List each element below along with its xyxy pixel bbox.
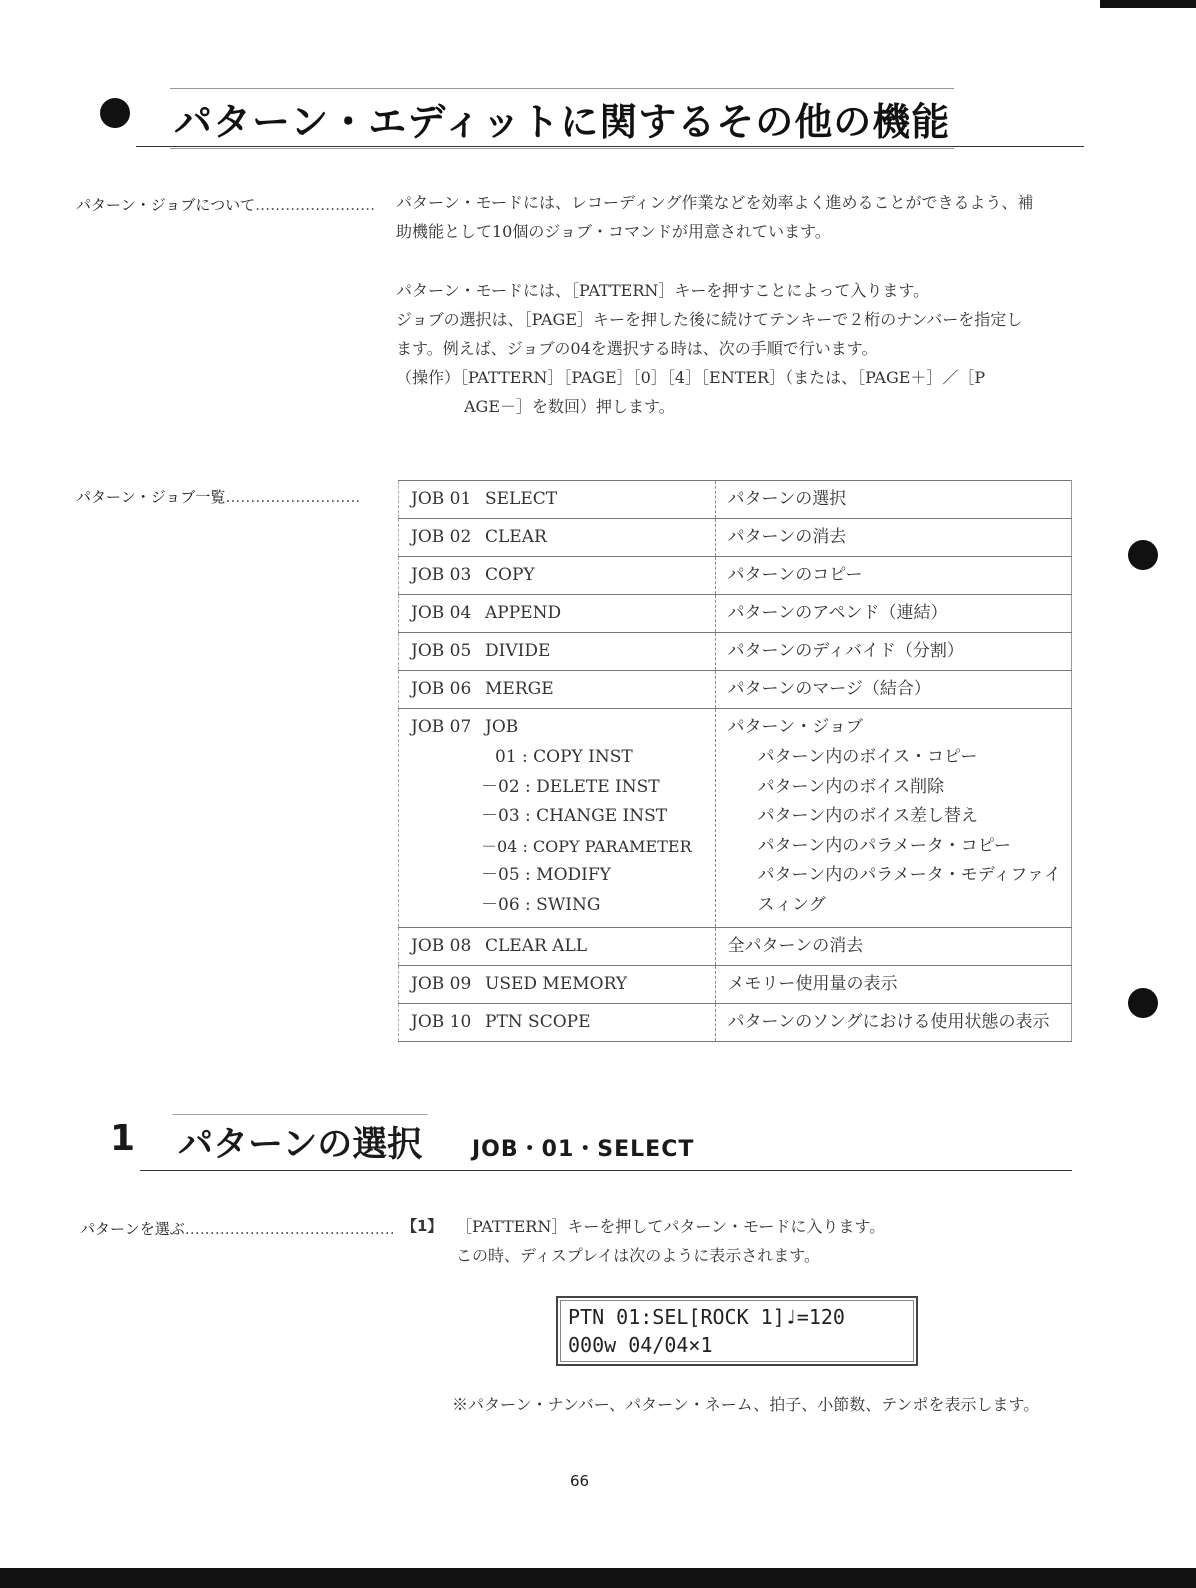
page-title: パターン・エディットに関するその他の機能	[170, 88, 954, 149]
section-subtitle: JOB・01・SELECT	[472, 1137, 695, 1162]
table-row	[399, 595, 1072, 633]
job-number: JOB 04	[411, 603, 472, 623]
text-line: （操作）［PATTERN］［PAGE］［0］［4］［ENTER］（または、［PAGE＋］／［P	[396, 368, 986, 387]
job-name: APPEND	[485, 603, 562, 623]
text-line: パターン・モードには、［PATTERN］キーを押すことによって入ります。	[396, 281, 930, 300]
sub-job-desc: パターン内のボイス差し替え	[757, 806, 979, 826]
job-desc: パターンのアペンド（連結）	[715, 595, 1071, 633]
job-cell	[399, 595, 716, 633]
job-desc: パターンのコピー	[715, 557, 1071, 595]
leader-dots: ……………………………………	[184, 1220, 395, 1238]
table-row	[399, 557, 1072, 595]
job-cell	[399, 671, 716, 709]
step-number: 【1】	[402, 1217, 443, 1235]
job-number: JOB 03	[411, 565, 472, 585]
job-number: JOB 10	[411, 1012, 472, 1032]
select-pattern-label-text: パターンを選ぶ	[80, 1220, 185, 1238]
lcd-line: 000w 04/04×1	[568, 1333, 713, 1357]
job-name: PTN SCOPE	[485, 1012, 591, 1032]
binder-hole-mark	[1128, 540, 1158, 570]
leader-dots: ………………………	[225, 488, 361, 506]
sub-job-name: －03 : CHANGE INST	[481, 806, 668, 826]
table-row	[399, 519, 1072, 557]
job-name: MERGE	[485, 679, 554, 699]
lcd-display	[556, 1296, 918, 1366]
sub-job-desc: パターン内のボイス削除	[757, 776, 945, 797]
heading-bullet	[100, 98, 130, 128]
text-line: この時、ディスプレイは次のように表示されます。	[456, 1246, 821, 1265]
jobs-intro-para2	[396, 276, 1076, 421]
job-cell	[399, 519, 716, 557]
job-name: DIVIDE	[485, 641, 551, 661]
scan-artifact-top	[1100, 0, 1196, 8]
section-title: パターンの選択	[172, 1114, 428, 1169]
text-line: AGE－］を数回）押します。	[464, 397, 675, 416]
step-text	[456, 1212, 1076, 1270]
sub-job-name: －06 : SWING	[481, 894, 601, 915]
job-number: JOB 01	[411, 489, 472, 509]
sub-job-name: －04 : COPY PARAMETER	[481, 836, 692, 856]
jobs-intro-label	[76, 194, 375, 215]
job-cell	[399, 966, 716, 1004]
job-cell	[399, 633, 716, 671]
section-number: 1	[110, 1118, 136, 1159]
jobs-list-label-text: パターン・ジョブ一覧	[76, 488, 226, 506]
lcd-line: PTN 01:SEL[ROCK 1]♩=120	[568, 1305, 845, 1329]
job-number: JOB 09	[411, 974, 472, 994]
job-desc: パターンの選択	[715, 481, 1071, 519]
job-number: JOB 02	[411, 527, 472, 547]
sub-job-desc: パターン内のパラメータ・コピー	[757, 835, 1012, 856]
select-pattern-label	[80, 1218, 395, 1239]
sub-job-desc: パターン内のボイス・コピー	[757, 747, 978, 767]
table-row	[399, 1004, 1072, 1042]
job-desc: パターンのマージ（結合）	[715, 671, 1071, 709]
table-row-job07	[399, 709, 1072, 928]
job-cell	[399, 709, 716, 928]
job-name: CLEAR	[485, 527, 547, 547]
jobs-list-label	[76, 486, 360, 507]
table-row	[399, 671, 1072, 709]
job-cell	[399, 481, 716, 519]
job-name: CLEAR ALL	[485, 936, 588, 956]
job-number: JOB 07	[411, 717, 472, 737]
job-number: JOB 05	[411, 641, 472, 661]
text-line: ジョブの選択は、［PAGE］キーを押した後に続けてテンキーで２桁のナンバーを指定し	[396, 310, 1023, 329]
sub-job-name: －02 : DELETE INST	[481, 776, 660, 797]
job-number: JOB 08	[411, 936, 472, 956]
jobs-intro-label-text: パターン・ジョブについて	[76, 196, 256, 214]
job-desc: 全パターンの消去	[715, 928, 1071, 966]
job-name: COPY	[485, 565, 535, 585]
job-cell	[399, 1004, 716, 1042]
job-number: JOB 06	[411, 679, 472, 699]
job-desc: パターン・ジョブ	[727, 717, 863, 737]
jobs-intro-para1	[396, 188, 1076, 246]
job-name: USED MEMORY	[485, 974, 628, 994]
text-line: パターン・モードには、レコーディング作業などを効率よく進めることができるよう、補	[396, 193, 1034, 212]
text-line: ［PATTERN］キーを押してパターン・モードに入ります。	[456, 1217, 886, 1236]
job-name: JOB	[485, 717, 519, 737]
job-name: SELECT	[485, 489, 558, 509]
sub-job-name: 01 : COPY INST	[495, 747, 633, 767]
page-number: 66	[570, 1472, 590, 1490]
sub-job-desc: パターン内のパラメータ・モディファイ	[757, 865, 1061, 885]
job-cell	[399, 928, 716, 966]
text-line: ます。例えば、ジョブの04を選択する時は、次の手順で行います。	[396, 339, 878, 358]
table-row	[399, 966, 1072, 1004]
job-desc: パターンのディバイド（分割）	[715, 633, 1071, 671]
job-desc: パターンの消去	[715, 519, 1071, 557]
scan-artifact-bottom	[0, 1568, 1196, 1588]
sub-job-name: －05 : MODIFY	[481, 865, 611, 885]
binder-hole-mark	[1128, 988, 1158, 1018]
job-table	[398, 480, 1072, 1042]
display-note: ※パターン・ナンバー、パターン・ネーム、拍子、小節数、テンポを表示します。	[452, 1395, 1040, 1414]
table-row	[399, 481, 1072, 519]
job-desc: パターンのソングにおける使用状態の表示	[715, 1004, 1071, 1042]
text-line: 助機能として10個のジョブ・コマンドが用意されています。	[396, 222, 831, 241]
job-cell	[399, 557, 716, 595]
section-rule	[140, 1170, 1072, 1171]
sub-job-desc: スィング	[757, 894, 826, 915]
table-row	[399, 633, 1072, 671]
heading-rule	[136, 146, 1084, 147]
table-row	[399, 928, 1072, 966]
job-desc: メモリー使用量の表示	[715, 966, 1071, 1004]
job-desc-cell	[715, 709, 1071, 928]
leader-dots: ……………………	[255, 196, 376, 214]
